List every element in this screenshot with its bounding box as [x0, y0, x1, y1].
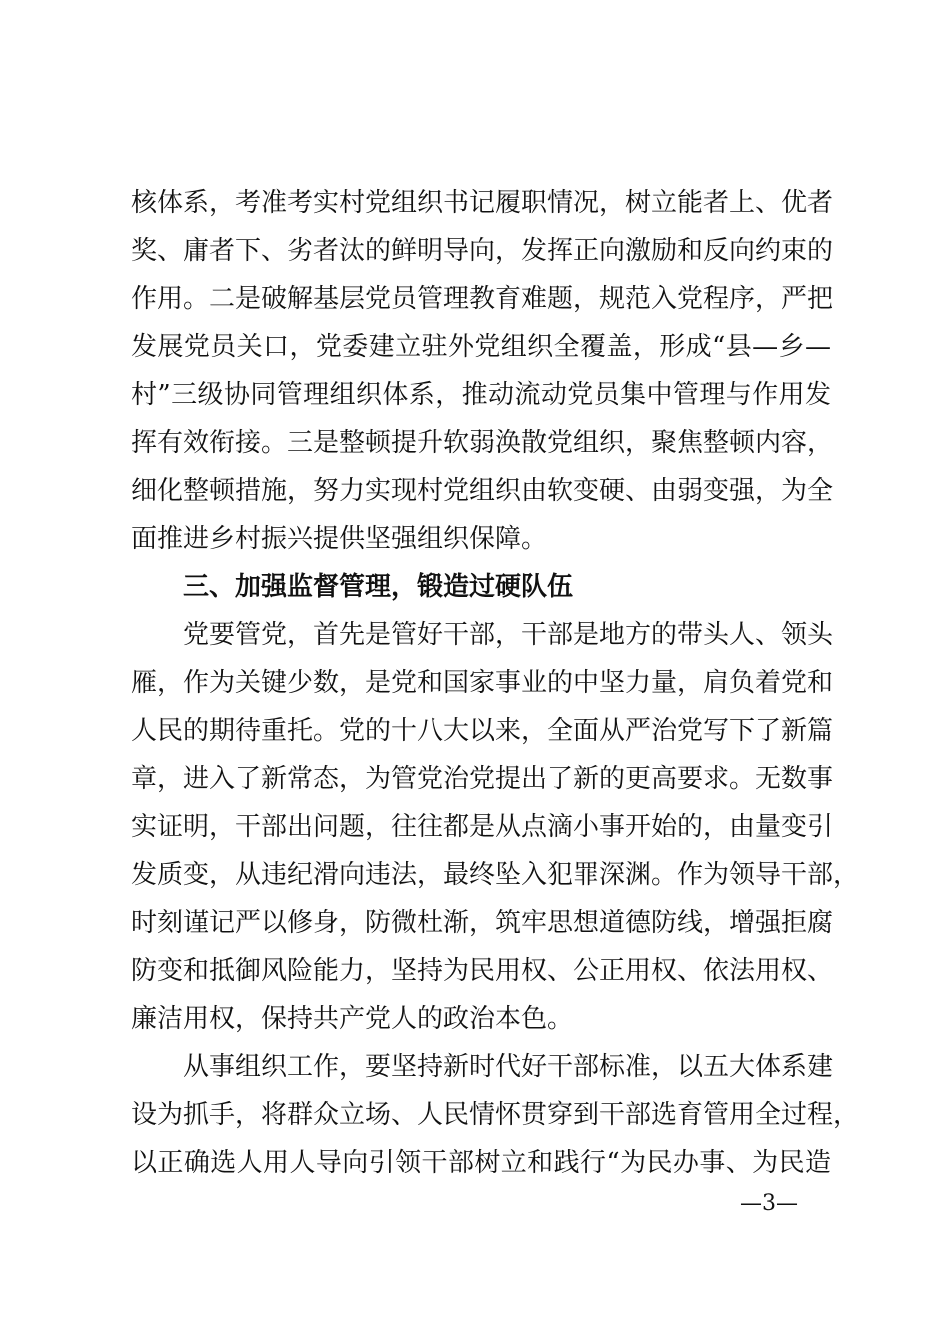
paragraph-2-line-9: 廉洁用权，保持共产党人的政治本色。 — [131, 1004, 574, 1034]
paragraph-1-line-7: 细化整顿措施，努力实现村党组织由软变硬、由弱变强，为全 — [131, 476, 834, 506]
paragraph-2-line-8: 防变和抵御风险能力，坚持为民用权、公正用权、依法用权、 — [131, 956, 834, 986]
page-number: —3— — [740, 1191, 798, 1216]
paragraph-1-line-5: 村”三级协同管理组织体系，推动流动党员集中管理与作用发 — [131, 380, 831, 410]
paragraph-1-line-6: 挥有效衔接。三是整顿提升软弱涣散党组织，聚焦整顿内容， — [131, 428, 834, 458]
paragraph-1-line-1: 核体系，考准考实村党组织书记履职情况，树立能者上、优者 — [131, 188, 834, 218]
paragraph-3-line-3: 以正确选人用人导向引领干部树立和践行“为民办事、为民造 — [131, 1148, 831, 1178]
paragraph-2-line-2: 雁，作为关键少数，是党和国家事业的中坚力量，肩负着党和 — [131, 668, 834, 698]
paragraph-1-line-3: 作用。二是破解基层党员管理教育难题，规范入党程序，严把 — [131, 284, 834, 314]
paragraph-3-line-1: 从事组织工作，要坚持新时代好干部标准，以五大体系建 — [183, 1052, 834, 1082]
paragraph-2-line-5: 实证明，干部出问题，往往都是从点滴小事开始的，由量变引 — [131, 812, 834, 842]
paragraph-1-line-2: 奖、庸者下、劣者汰的鲜明导向，发挥正向激励和反向约束的 — [131, 236, 834, 266]
paragraph-2-line-1: 党要管党，首先是管好干部，干部是地方的带头人、领头 — [183, 620, 834, 650]
paragraph-2-line-6: 发质变，从违纪滑向违法，最终坠入犯罪深渊。作为领导干部， — [131, 860, 860, 890]
paragraph-3-line-2: 设为抓手，将群众立场、人民情怀贯穿到干部选育管用全过程， — [131, 1100, 860, 1130]
paragraph-2-line-3: 人民的期待重托。党的十八大以来，全面从严治党写下了新篇 — [131, 716, 834, 746]
paragraph-1-line-4: 发展党员关口，党委建立驻外党组织全覆盖，形成“县—乡— — [131, 332, 831, 362]
paragraph-2-line-4: 章，进入了新常态，为管党治党提出了新的更高要求。无数事 — [131, 764, 834, 794]
paragraph-1-line-8: 面推进乡村振兴提供坚强组织保障。 — [131, 524, 548, 554]
paragraph-2-line-7: 时刻谨记严以修身，防微杜渐，筑牢思想道德防线，增强拒腐 — [131, 908, 834, 938]
section-heading-3: 三、加强监督管理，锻造过硬队伍 — [183, 572, 574, 602]
